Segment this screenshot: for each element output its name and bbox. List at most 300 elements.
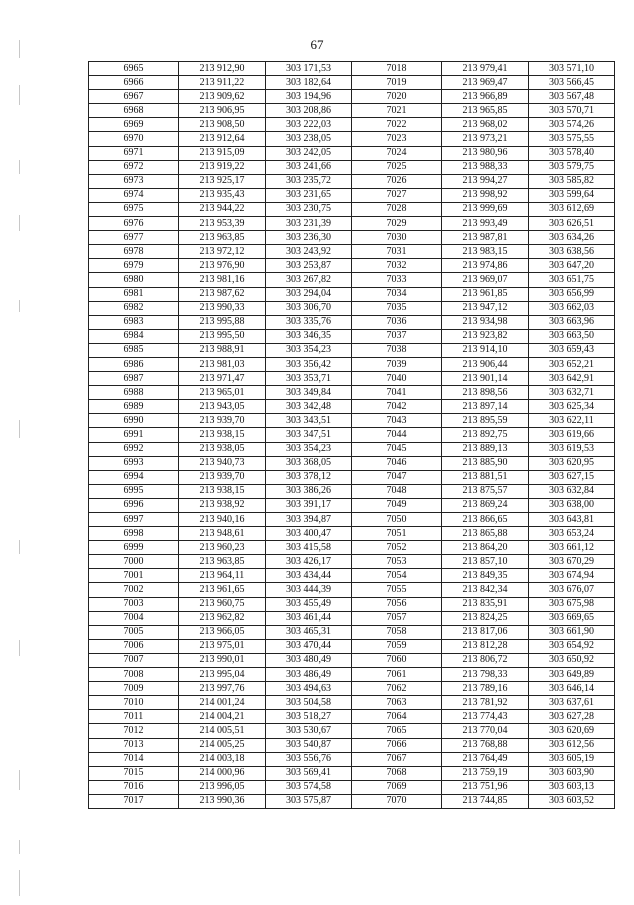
table-row [89,555,615,569]
y-coordinate-cell: 303 465,31 [266,625,352,639]
point-number-cell: 7008 [89,668,179,682]
y-coordinate-cell: 303 625,34 [529,400,615,414]
x-coordinate-cell: 213 895,59 [442,414,529,428]
x-coordinate-cell: 213 938,15 [179,428,266,442]
binding-edge-mark [19,870,20,896]
point-number-cell: 7037 [352,329,442,343]
point-number-cell: 7033 [352,273,442,287]
point-number-cell: 7062 [352,682,442,696]
point-number-cell: 6978 [89,245,179,259]
y-coordinate-cell: 303 612,69 [529,202,615,216]
binding-edge-mark [19,640,20,656]
table-row [89,498,615,512]
x-coordinate-cell: 213 965,85 [442,104,529,118]
x-coordinate-cell: 213 889,13 [442,442,529,456]
table-row [89,273,615,287]
x-coordinate-cell: 213 980,96 [442,146,529,160]
x-coordinate-cell: 213 911,22 [179,76,266,90]
point-number-cell: 6966 [89,76,179,90]
point-number-cell: 7027 [352,188,442,202]
x-coordinate-cell: 213 971,47 [179,372,266,386]
y-coordinate-cell: 303 646,14 [529,682,615,696]
y-coordinate-cell: 303 231,39 [266,217,352,231]
y-coordinate-cell: 303 574,58 [266,780,352,794]
x-coordinate-cell: 213 817,06 [442,625,529,639]
y-coordinate-cell: 303 663,96 [529,315,615,329]
y-coordinate-cell: 303 656,99 [529,287,615,301]
table-row [89,794,615,808]
table-row [89,315,615,329]
x-coordinate-cell: 213 864,20 [442,541,529,555]
x-coordinate-cell: 213 947,12 [442,301,529,315]
point-number-cell: 6994 [89,470,179,484]
x-coordinate-cell: 213 875,57 [442,484,529,498]
point-number-cell: 7014 [89,752,179,766]
table-row [89,541,615,555]
x-coordinate-cell: 213 770,04 [442,724,529,738]
x-coordinate-cell: 213 935,43 [179,188,266,202]
y-coordinate-cell: 303 171,53 [266,62,352,76]
y-coordinate-cell: 303 386,26 [266,484,352,498]
y-coordinate-cell: 303 461,44 [266,611,352,625]
y-coordinate-cell: 303 470,44 [266,639,352,653]
table-row [89,470,615,484]
x-coordinate-cell: 213 938,92 [179,498,266,512]
y-coordinate-cell: 303 649,89 [529,668,615,682]
y-coordinate-cell: 303 579,75 [529,160,615,174]
point-number-cell: 7058 [352,625,442,639]
y-coordinate-cell: 303 354,23 [266,343,352,357]
y-coordinate-cell: 303 585,82 [529,174,615,188]
y-coordinate-cell: 303 353,71 [266,372,352,386]
y-coordinate-cell: 303 504,58 [266,696,352,710]
x-coordinate-cell: 213 865,88 [442,527,529,541]
table-row [89,625,615,639]
point-number-cell: 6998 [89,527,179,541]
table-row [89,710,615,724]
y-coordinate-cell: 303 394,87 [266,513,352,527]
point-number-cell: 6983 [89,315,179,329]
x-coordinate-cell: 213 912,64 [179,132,266,146]
table-row [89,597,615,611]
y-coordinate-cell: 303 570,71 [529,104,615,118]
x-coordinate-cell: 214 005,51 [179,724,266,738]
table-row [89,160,615,174]
point-number-cell: 7007 [89,653,179,667]
table-row [89,287,615,301]
table-row [89,62,615,76]
y-coordinate-cell: 303 294,04 [266,287,352,301]
x-coordinate-cell: 213 812,28 [442,639,529,653]
y-coordinate-cell: 303 342,48 [266,400,352,414]
point-number-cell: 6997 [89,513,179,527]
y-coordinate-cell: 303 540,87 [266,738,352,752]
point-number-cell: 6973 [89,174,179,188]
y-coordinate-cell: 303 651,75 [529,273,615,287]
x-coordinate-cell: 213 897,14 [442,400,529,414]
x-coordinate-cell: 213 966,89 [442,90,529,104]
x-coordinate-cell: 213 994,27 [442,174,529,188]
y-coordinate-cell: 303 569,41 [266,766,352,780]
point-number-cell: 7054 [352,569,442,583]
point-number-cell: 7066 [352,738,442,752]
y-coordinate-cell: 303 434,44 [266,569,352,583]
point-number-cell: 7070 [352,794,442,808]
y-coordinate-cell: 303 566,45 [529,76,615,90]
point-number-cell: 7067 [352,752,442,766]
table-row [89,118,615,132]
table-row [89,442,615,456]
point-number-cell: 6972 [89,160,179,174]
point-number-cell: 7048 [352,484,442,498]
x-coordinate-cell: 213 751,96 [442,780,529,794]
x-coordinate-cell: 213 919,22 [179,160,266,174]
y-coordinate-cell: 303 230,75 [266,202,352,216]
point-number-cell: 6971 [89,146,179,160]
x-coordinate-cell: 213 938,05 [179,442,266,456]
y-coordinate-cell: 303 455,49 [266,597,352,611]
x-coordinate-cell: 213 806,72 [442,653,529,667]
x-coordinate-cell: 213 976,90 [179,259,266,273]
y-coordinate-cell: 303 182,64 [266,76,352,90]
y-coordinate-cell: 303 349,84 [266,386,352,400]
table-row [89,766,615,780]
table-row [89,90,615,104]
x-coordinate-cell: 213 908,50 [179,118,266,132]
x-coordinate-cell: 213 866,65 [442,513,529,527]
point-number-cell: 7020 [352,90,442,104]
y-coordinate-cell: 303 241,66 [266,160,352,174]
point-number-cell: 6980 [89,273,179,287]
table-row [89,569,615,583]
y-coordinate-cell: 303 599,64 [529,188,615,202]
y-coordinate-cell: 303 619,66 [529,428,615,442]
x-coordinate-cell: 213 963,85 [179,555,266,569]
table-row [89,372,615,386]
x-coordinate-cell: 213 997,76 [179,682,266,696]
y-coordinate-cell: 303 653,24 [529,527,615,541]
x-coordinate-cell: 213 768,88 [442,738,529,752]
x-coordinate-cell: 213 990,36 [179,794,266,808]
table-row [89,386,615,400]
table-row [89,639,615,653]
point-number-cell: 7057 [352,611,442,625]
x-coordinate-cell: 213 969,47 [442,76,529,90]
point-number-cell: 7031 [352,245,442,259]
x-coordinate-cell: 213 988,33 [442,160,529,174]
x-coordinate-cell: 213 744,85 [442,794,529,808]
x-coordinate-cell: 213 939,70 [179,414,266,428]
x-coordinate-cell: 213 906,44 [442,357,529,371]
y-coordinate-cell: 303 194,96 [266,90,352,104]
point-number-cell: 7000 [89,555,179,569]
point-number-cell: 6967 [89,90,179,104]
point-number-cell: 7023 [352,132,442,146]
point-number-cell: 7012 [89,724,179,738]
x-coordinate-cell: 213 995,88 [179,315,266,329]
point-number-cell: 6989 [89,400,179,414]
y-coordinate-cell: 303 556,76 [266,752,352,766]
y-coordinate-cell: 303 662,03 [529,301,615,315]
x-coordinate-cell: 213 987,81 [442,231,529,245]
x-coordinate-cell: 213 842,34 [442,583,529,597]
table-row [89,724,615,738]
binding-edge-mark [19,420,20,438]
table-row [89,668,615,682]
y-coordinate-cell: 303 354,23 [266,442,352,456]
point-number-cell: 6981 [89,287,179,301]
y-coordinate-cell: 303 567,48 [529,90,615,104]
point-number-cell: 7065 [352,724,442,738]
point-number-cell: 7069 [352,780,442,794]
table-row [89,484,615,498]
point-number-cell: 7049 [352,498,442,512]
y-coordinate-cell: 303 676,07 [529,583,615,597]
point-number-cell: 7052 [352,541,442,555]
point-number-cell: 6987 [89,372,179,386]
x-coordinate-cell: 213 979,41 [442,62,529,76]
table-row [89,76,615,90]
point-number-cell: 7068 [352,766,442,780]
x-coordinate-cell: 213 909,62 [179,90,266,104]
y-coordinate-cell: 303 632,71 [529,386,615,400]
x-coordinate-cell: 213 960,75 [179,597,266,611]
x-coordinate-cell: 213 940,73 [179,456,266,470]
point-number-cell: 6999 [89,541,179,555]
point-number-cell: 7040 [352,372,442,386]
y-coordinate-cell: 303 622,11 [529,414,615,428]
table-row [89,780,615,794]
y-coordinate-cell: 303 637,61 [529,696,615,710]
point-number-cell: 7034 [352,287,442,301]
table-row [89,456,615,470]
point-number-cell: 7021 [352,104,442,118]
point-number-cell: 6982 [89,301,179,315]
table-row [89,653,615,667]
x-coordinate-cell: 213 892,75 [442,428,529,442]
x-coordinate-cell: 213 975,01 [179,639,266,653]
y-coordinate-cell: 303 494,63 [266,682,352,696]
table-row [89,513,615,527]
x-coordinate-cell: 213 973,21 [442,132,529,146]
x-coordinate-cell: 213 990,33 [179,301,266,315]
y-coordinate-cell: 303 235,72 [266,174,352,188]
point-number-cell: 7006 [89,639,179,653]
point-number-cell: 7003 [89,597,179,611]
x-coordinate-cell: 214 003,18 [179,752,266,766]
y-coordinate-cell: 303 530,67 [266,724,352,738]
x-coordinate-cell: 213 798,33 [442,668,529,682]
x-coordinate-cell: 213 912,90 [179,62,266,76]
y-coordinate-cell: 303 670,29 [529,555,615,569]
point-number-cell: 7046 [352,456,442,470]
point-number-cell: 7032 [352,259,442,273]
table-row [89,400,615,414]
x-coordinate-cell: 213 996,05 [179,780,266,794]
point-number-cell: 7016 [89,780,179,794]
y-coordinate-cell: 303 643,81 [529,513,615,527]
y-coordinate-cell: 303 674,94 [529,569,615,583]
x-coordinate-cell: 213 940,16 [179,513,266,527]
x-coordinate-cell: 213 999,69 [442,202,529,216]
point-number-cell: 7017 [89,794,179,808]
x-coordinate-cell: 213 995,50 [179,329,266,343]
point-number-cell: 6974 [89,188,179,202]
y-coordinate-cell: 303 650,92 [529,653,615,667]
x-coordinate-cell: 213 965,01 [179,386,266,400]
point-number-cell: 6995 [89,484,179,498]
table-row [89,428,615,442]
x-coordinate-cell: 213 835,91 [442,597,529,611]
x-coordinate-cell: 213 995,04 [179,668,266,682]
table-row [89,752,615,766]
table-row [89,696,615,710]
point-number-cell: 7045 [352,442,442,456]
x-coordinate-cell: 213 789,16 [442,682,529,696]
table-row [89,357,615,371]
y-coordinate-cell: 303 236,30 [266,231,352,245]
point-number-cell: 7005 [89,625,179,639]
table-row [89,245,615,259]
y-coordinate-cell: 303 663,50 [529,329,615,343]
y-coordinate-cell: 303 343,51 [266,414,352,428]
y-coordinate-cell: 303 378,12 [266,470,352,484]
y-coordinate-cell: 303 634,26 [529,231,615,245]
x-coordinate-cell: 213 953,39 [179,217,266,231]
y-coordinate-cell: 303 574,26 [529,118,615,132]
x-coordinate-cell: 213 981,03 [179,357,266,371]
x-coordinate-cell: 213 759,19 [442,766,529,780]
point-number-cell: 7038 [352,343,442,357]
point-number-cell: 7009 [89,682,179,696]
x-coordinate-cell: 213 969,07 [442,273,529,287]
y-coordinate-cell: 303 620,95 [529,456,615,470]
y-coordinate-cell: 303 242,05 [266,146,352,160]
table-row [89,217,615,231]
y-coordinate-cell: 303 619,53 [529,442,615,456]
point-number-cell: 7053 [352,555,442,569]
y-coordinate-cell: 303 335,76 [266,315,352,329]
point-number-cell: 7063 [352,696,442,710]
y-coordinate-cell: 303 356,42 [266,357,352,371]
binding-edge-mark [19,85,20,105]
point-number-cell: 7043 [352,414,442,428]
x-coordinate-cell: 213 934,98 [442,315,529,329]
y-coordinate-cell: 303 243,92 [266,245,352,259]
x-coordinate-cell: 213 981,16 [179,273,266,287]
point-number-cell: 7022 [352,118,442,132]
y-coordinate-cell: 303 346,35 [266,329,352,343]
x-coordinate-cell: 213 983,15 [442,245,529,259]
point-number-cell: 7059 [352,639,442,653]
binding-edge-mark [19,160,20,174]
y-coordinate-cell: 303 267,82 [266,273,352,287]
y-coordinate-cell: 303 238,05 [266,132,352,146]
y-coordinate-cell: 303 632,84 [529,484,615,498]
x-coordinate-cell: 213 988,91 [179,343,266,357]
x-coordinate-cell: 213 781,92 [442,696,529,710]
table-row [89,738,615,752]
point-number-cell: 7061 [352,668,442,682]
point-number-cell: 6990 [89,414,179,428]
point-number-cell: 7050 [352,513,442,527]
table-row [89,174,615,188]
x-coordinate-cell: 213 939,70 [179,470,266,484]
y-coordinate-cell: 303 578,40 [529,146,615,160]
point-number-cell: 7036 [352,315,442,329]
x-coordinate-cell: 213 963,85 [179,231,266,245]
y-coordinate-cell: 303 208,86 [266,104,352,118]
y-coordinate-cell: 303 415,58 [266,541,352,555]
y-coordinate-cell: 303 603,13 [529,780,615,794]
point-number-cell: 7004 [89,611,179,625]
x-coordinate-cell: 213 966,05 [179,625,266,639]
point-number-cell: 7051 [352,527,442,541]
y-coordinate-cell: 303 603,90 [529,766,615,780]
y-coordinate-cell: 303 669,65 [529,611,615,625]
y-coordinate-cell: 303 605,19 [529,752,615,766]
point-number-cell: 6968 [89,104,179,118]
page-number: 67 [310,37,324,52]
point-number-cell: 6986 [89,357,179,371]
table-row [89,132,615,146]
x-coordinate-cell: 213 964,11 [179,569,266,583]
table-row [89,414,615,428]
x-coordinate-cell: 213 960,23 [179,541,266,555]
point-number-cell: 6975 [89,202,179,216]
x-coordinate-cell: 213 901,14 [442,372,529,386]
point-number-cell: 7025 [352,160,442,174]
x-coordinate-cell: 213 925,17 [179,174,266,188]
binding-edge-mark [19,540,20,554]
binding-edge-mark [19,40,20,58]
table-row [89,188,615,202]
x-coordinate-cell: 213 961,65 [179,583,266,597]
table-row [89,231,615,245]
binding-edge-mark [19,215,20,231]
x-coordinate-cell: 213 881,51 [442,470,529,484]
table-row [89,202,615,216]
point-number-cell: 6996 [89,498,179,512]
x-coordinate-cell: 213 885,90 [442,456,529,470]
point-number-cell: 7060 [352,653,442,667]
y-coordinate-cell: 303 575,87 [266,794,352,808]
y-coordinate-cell: 303 603,52 [529,794,615,808]
table-row [89,583,615,597]
x-coordinate-cell: 214 000,96 [179,766,266,780]
x-coordinate-cell: 213 898,56 [442,386,529,400]
x-coordinate-cell: 213 943,05 [179,400,266,414]
y-coordinate-cell: 303 368,05 [266,456,352,470]
point-number-cell: 6977 [89,231,179,245]
point-number-cell: 7001 [89,569,179,583]
x-coordinate-cell: 213 906,95 [179,104,266,118]
y-coordinate-cell: 303 400,47 [266,527,352,541]
x-coordinate-cell: 213 774,43 [442,710,529,724]
binding-edge-mark [19,300,20,312]
point-number-cell: 6970 [89,132,179,146]
point-number-cell: 6985 [89,343,179,357]
table-row [89,104,615,118]
y-coordinate-cell: 303 575,55 [529,132,615,146]
point-number-cell: 7042 [352,400,442,414]
point-number-cell: 7011 [89,710,179,724]
point-number-cell: 7047 [352,470,442,484]
point-number-cell: 7055 [352,583,442,597]
point-number-cell: 6984 [89,329,179,343]
point-number-cell: 7026 [352,174,442,188]
y-coordinate-cell: 303 231,65 [266,188,352,202]
